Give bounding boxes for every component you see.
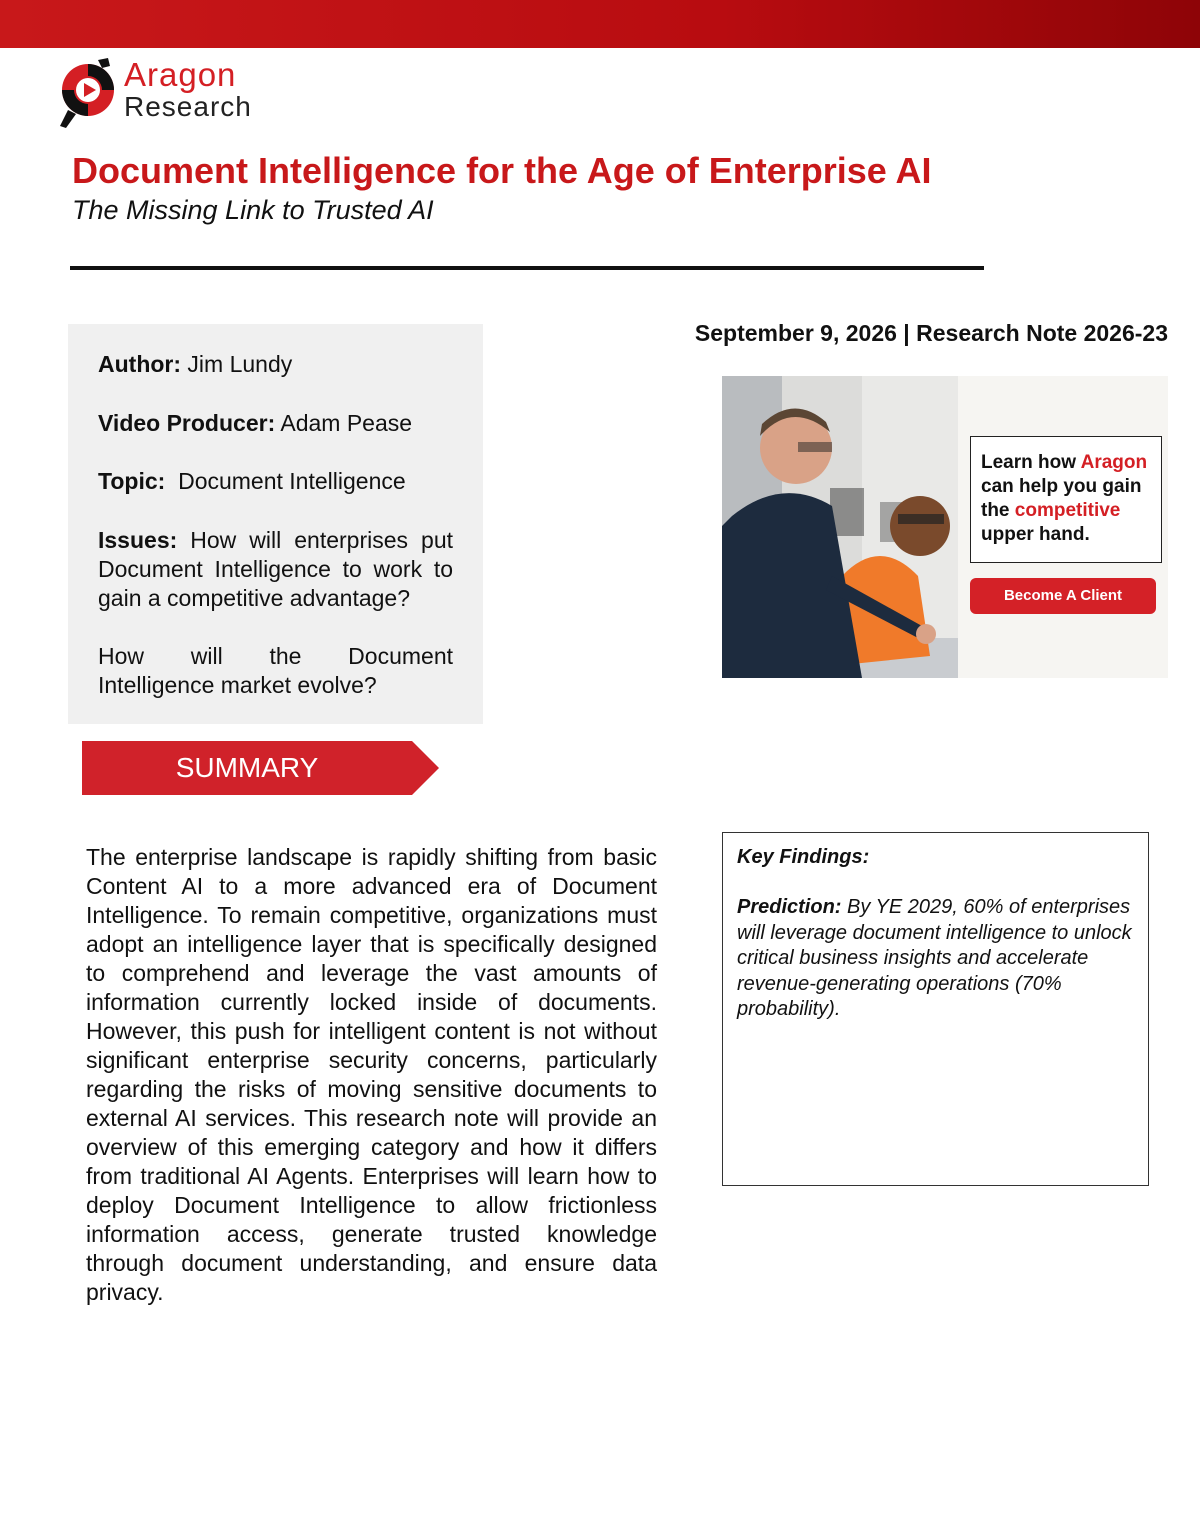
aragon-logo-icon: [58, 58, 122, 130]
title-divider: [70, 266, 984, 270]
topic-value: Document Intelligence: [178, 468, 406, 494]
document-subtitle: The Missing Link to Trusted AI: [72, 195, 434, 225]
become-client-button[interactable]: Become A Client: [970, 578, 1156, 614]
key-findings-box: [722, 832, 1149, 1186]
document-title: Document Intelligence for the Age of Enterprise AI: [72, 150, 932, 191]
topic-line: [98, 467, 453, 496]
ad-photo-image: [722, 376, 958, 678]
producer-label: Video Producer:: [98, 410, 276, 436]
issue-question-1: How will enterprises put Document Intelligence to work to gain a competitive advantage?: [98, 527, 454, 611]
key-findings-heading: Key Findings:: [737, 846, 870, 868]
author-value: Jim Lundy: [187, 351, 293, 377]
issues-line: [98, 526, 453, 613]
aragon-logo[interactable]: [58, 58, 288, 130]
summary-banner: [82, 741, 440, 795]
prediction-label: Prediction:: [737, 896, 842, 918]
author-line: [98, 350, 453, 379]
logo-wordmark-top: Aragon: [124, 56, 237, 93]
author-label: Author:: [98, 351, 182, 377]
logo-wordmark-bottom: Research: [124, 91, 252, 122]
prediction-value: By YE 2029, 60% of enterprises will leverage document intelligence to unlock critical business insights and accelerate revenue-generating operations (70% probability).: [737, 896, 1132, 1020]
producer-value: Adam Pease: [280, 410, 413, 436]
ad-brand-text: Aragon: [1080, 452, 1148, 473]
header-bar: [0, 0, 1200, 48]
metadata-panel: [68, 324, 483, 724]
prediction-text: [737, 895, 1132, 1023]
topic-label: Topic:: [98, 468, 166, 494]
issue-question-2: How will the Document Intelligence market evolve?: [98, 643, 453, 698]
producer-line: [98, 409, 453, 438]
ad-callout-text: Learn how Aragon can help you gain the competitive upper hand.: [981, 452, 1148, 545]
date-and-note-number: September 9, 2026 | Research Note 2026-23: [694, 320, 1168, 346]
summary-heading: SUMMARY: [175, 752, 319, 783]
summary-paragraph: The enterprise landscape is rapidly shifting from basic Content AI to a more advanced era of Document Intelligence. To remain competitive, organizations must adopt an intelligence layer that is specifically designed to comprehend and leverage the vast amounts of information currently locked inside of documents. However, this push for intelligent content is not without significant enterprise security concerns, particularly regarding the risks of moving sensitive documents to external AI services. This research note will provide an overview of this emerging category and how it differs from traditional AI Agents. Enterprises will learn how to deploy Document Intelligence to allow frictionless information access, generate trusted knowledge through document understanding, and ensure data privacy.: [86, 844, 657, 1305]
become-client-ad[interactable]: [722, 376, 1168, 678]
ad-callout-box: [970, 436, 1162, 563]
issues-label: Issues:: [98, 527, 178, 553]
ad-highlight-text: competitive: [1014, 500, 1121, 521]
